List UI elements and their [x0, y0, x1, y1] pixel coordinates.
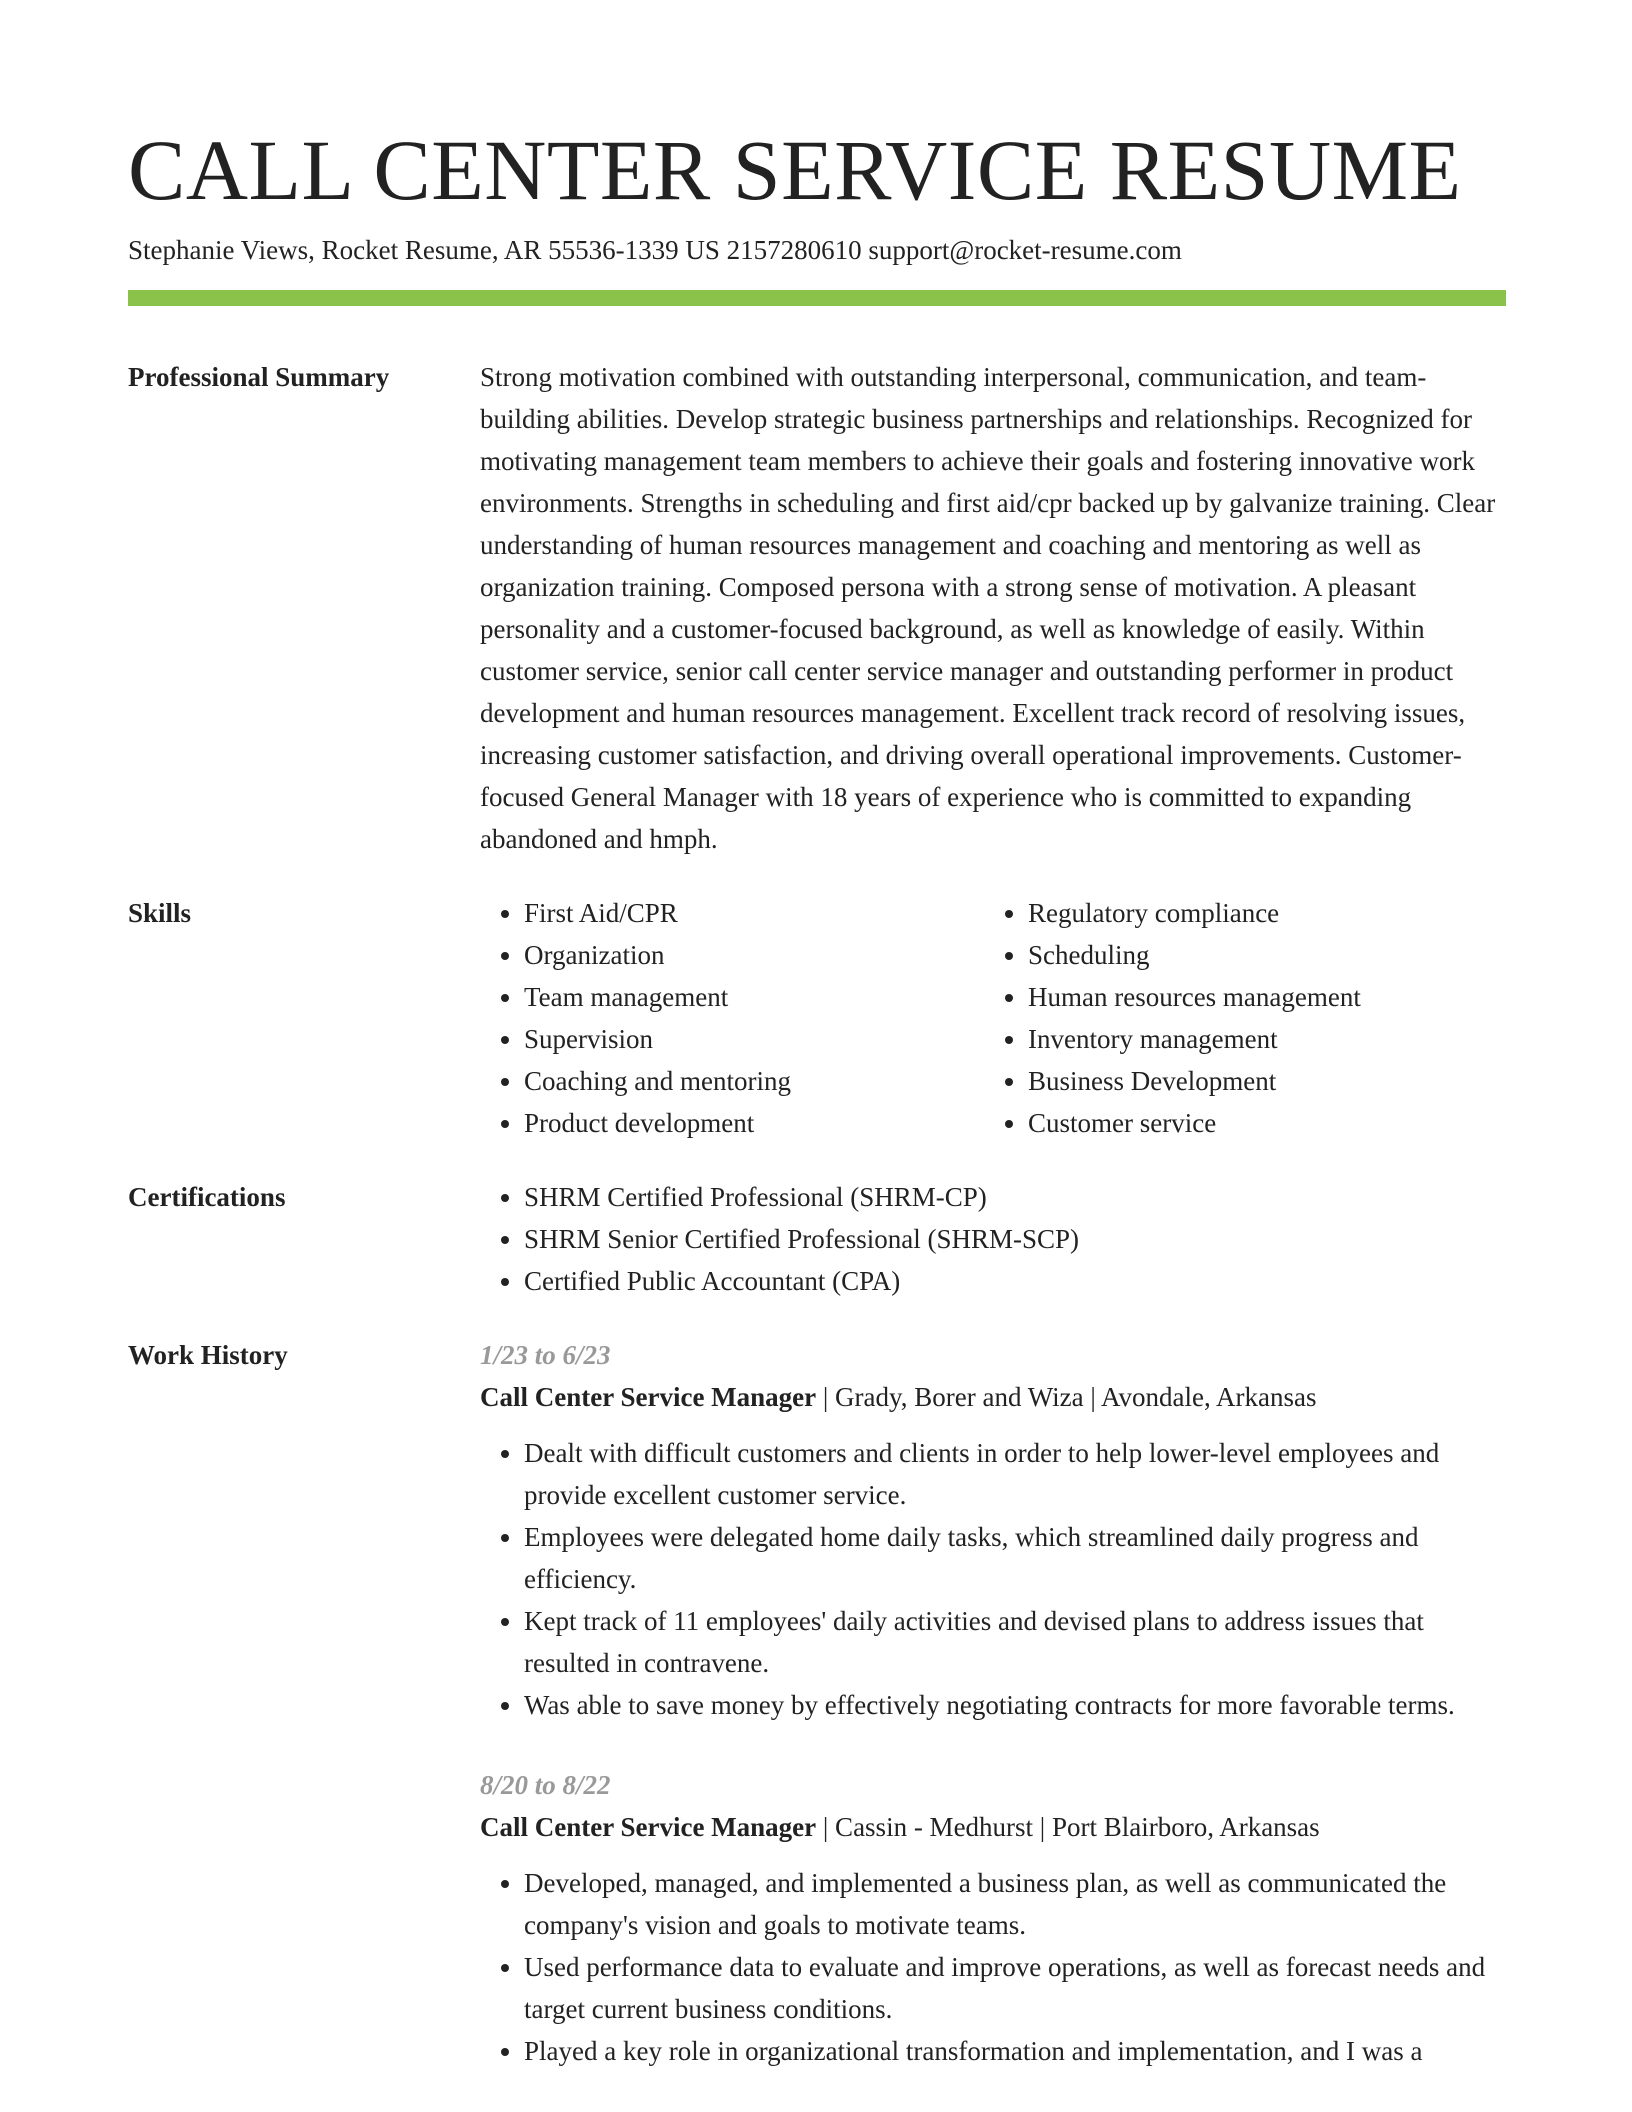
job-bullet: • Employees were delegated home daily tasks, which streamlined daily progress and efficiency. — [524, 1516, 1506, 1600]
job-dates: 8/20 to 8/22 — [480, 1770, 611, 1800]
section-skills — [128, 892, 1506, 1144]
job-title: Call Center Service Manager — [480, 1382, 817, 1412]
section-label-skills: Skills — [128, 898, 192, 928]
job-bullets — [480, 1862, 1506, 2072]
skills-list-right — [984, 892, 1488, 1144]
resume-title: CALL CENTER SERVICE RESUME — [128, 122, 1462, 218]
skill-item: • Team management — [524, 976, 984, 1018]
job-bullet: • Dealt with difficult customers and clients in order to help lower-level employees and provide excellent customer service. — [524, 1432, 1506, 1516]
job-heading — [480, 1806, 1506, 1848]
section-certifications — [128, 1176, 1506, 1302]
contact-line: Stephanie Views, Rocket Resume, AR 55536-1339 US 2157280610 support@rocket-resume.com — [128, 235, 1182, 265]
skills-list-left — [480, 892, 984, 1144]
summary-body — [480, 356, 1506, 860]
section-work-history — [128, 1334, 1506, 2110]
skill-item: • Organization — [524, 934, 984, 976]
skills-column-left — [480, 892, 984, 1144]
job-bullets — [480, 1432, 1506, 1726]
skill-item: • Product development — [524, 1102, 984, 1144]
skills-columns — [480, 892, 1506, 1144]
section-label-summary: Professional Summary — [128, 362, 390, 392]
resume-page — [128, 120, 1506, 2110]
section-label-certifications: Certifications — [128, 1182, 286, 1212]
job-bullet: • Played a key role in organizational transformation and implementation, and I was a — [524, 2030, 1506, 2072]
job-entry — [480, 1764, 1506, 2072]
job-details: | Grady, Borer and Wiza | Avondale, Arkansas — [816, 1382, 1317, 1412]
section-label-work-history: Work History — [128, 1340, 288, 1370]
skill-item: • Scheduling — [1028, 934, 1488, 976]
job-bullet: • Was able to save money by effectively negotiating contracts for more favorable terms. — [524, 1684, 1506, 1726]
certifications-body — [480, 1176, 1506, 1302]
certification-item: • SHRM Certified Professional (SHRM-CP) — [524, 1176, 1506, 1218]
job-title: Call Center Service Manager — [480, 1812, 817, 1842]
job-dates: 1/23 to 6/23 — [480, 1340, 611, 1370]
certifications-list — [480, 1176, 1506, 1302]
job-heading — [480, 1376, 1506, 1418]
accent-divider — [128, 290, 1506, 306]
job-bullet: • Developed, managed, and implemented a business plan, as well as communicated the company's vision and goals to motivate teams. — [524, 1862, 1506, 1946]
skill-item: • Business Development — [1028, 1060, 1488, 1102]
section-professional-summary — [128, 356, 1506, 860]
work-history-body — [480, 1334, 1506, 2110]
certification-item: • Certified Public Accountant (CPA) — [524, 1260, 1506, 1302]
job-bullet: • Used performance data to evaluate and improve operations, as well as forecast needs and target current business conditions. — [524, 1946, 1506, 2030]
skill-item: • Regulatory compliance — [1028, 892, 1488, 934]
skill-item: • Customer service — [1028, 1102, 1488, 1144]
job-entry — [480, 1334, 1506, 1726]
job-details: | Cassin - Medhurst | Port Blairboro, Arkansas — [816, 1812, 1320, 1842]
skill-item: • Supervision — [524, 1018, 984, 1060]
certification-item: • SHRM Senior Certified Professional (SHRM-SCP) — [524, 1218, 1506, 1260]
skill-item: • Coaching and mentoring — [524, 1060, 984, 1102]
skills-column-right — [984, 892, 1488, 1144]
skill-item: • First Aid/CPR — [524, 892, 984, 934]
skill-item: • Human resources management — [1028, 976, 1488, 1018]
skill-item: • Inventory management — [1028, 1018, 1488, 1060]
summary-text: Strong motivation combined with outstanding interpersonal, communication, and team-building abilities. Develop strategic business partnerships and relationships. Recognized for motivating management team members to achieve their goals and fostering innovative work environments. Strengths in scheduling and first aid/cpr backed up by galvanize training. Clear understanding of human resources management and coaching and mentoring as well as organization training. Composed persona with a strong sense of motivation. A pleasant personality and a customer-focused background, as well as knowledge of easily. Within customer service, senior call center service manager and outstanding performer in product development and human resources management. Excellent track record of resolving issues, increasing customer satisfaction, and driving overall operational improvements. Customer-focused General Manager with 18 years of experience who is committed to expanding abandoned and hmph. — [480, 362, 1496, 854]
job-bullet: • Kept track of 11 employees' daily activities and devised plans to address issues that resulted in contravene. — [524, 1600, 1506, 1684]
